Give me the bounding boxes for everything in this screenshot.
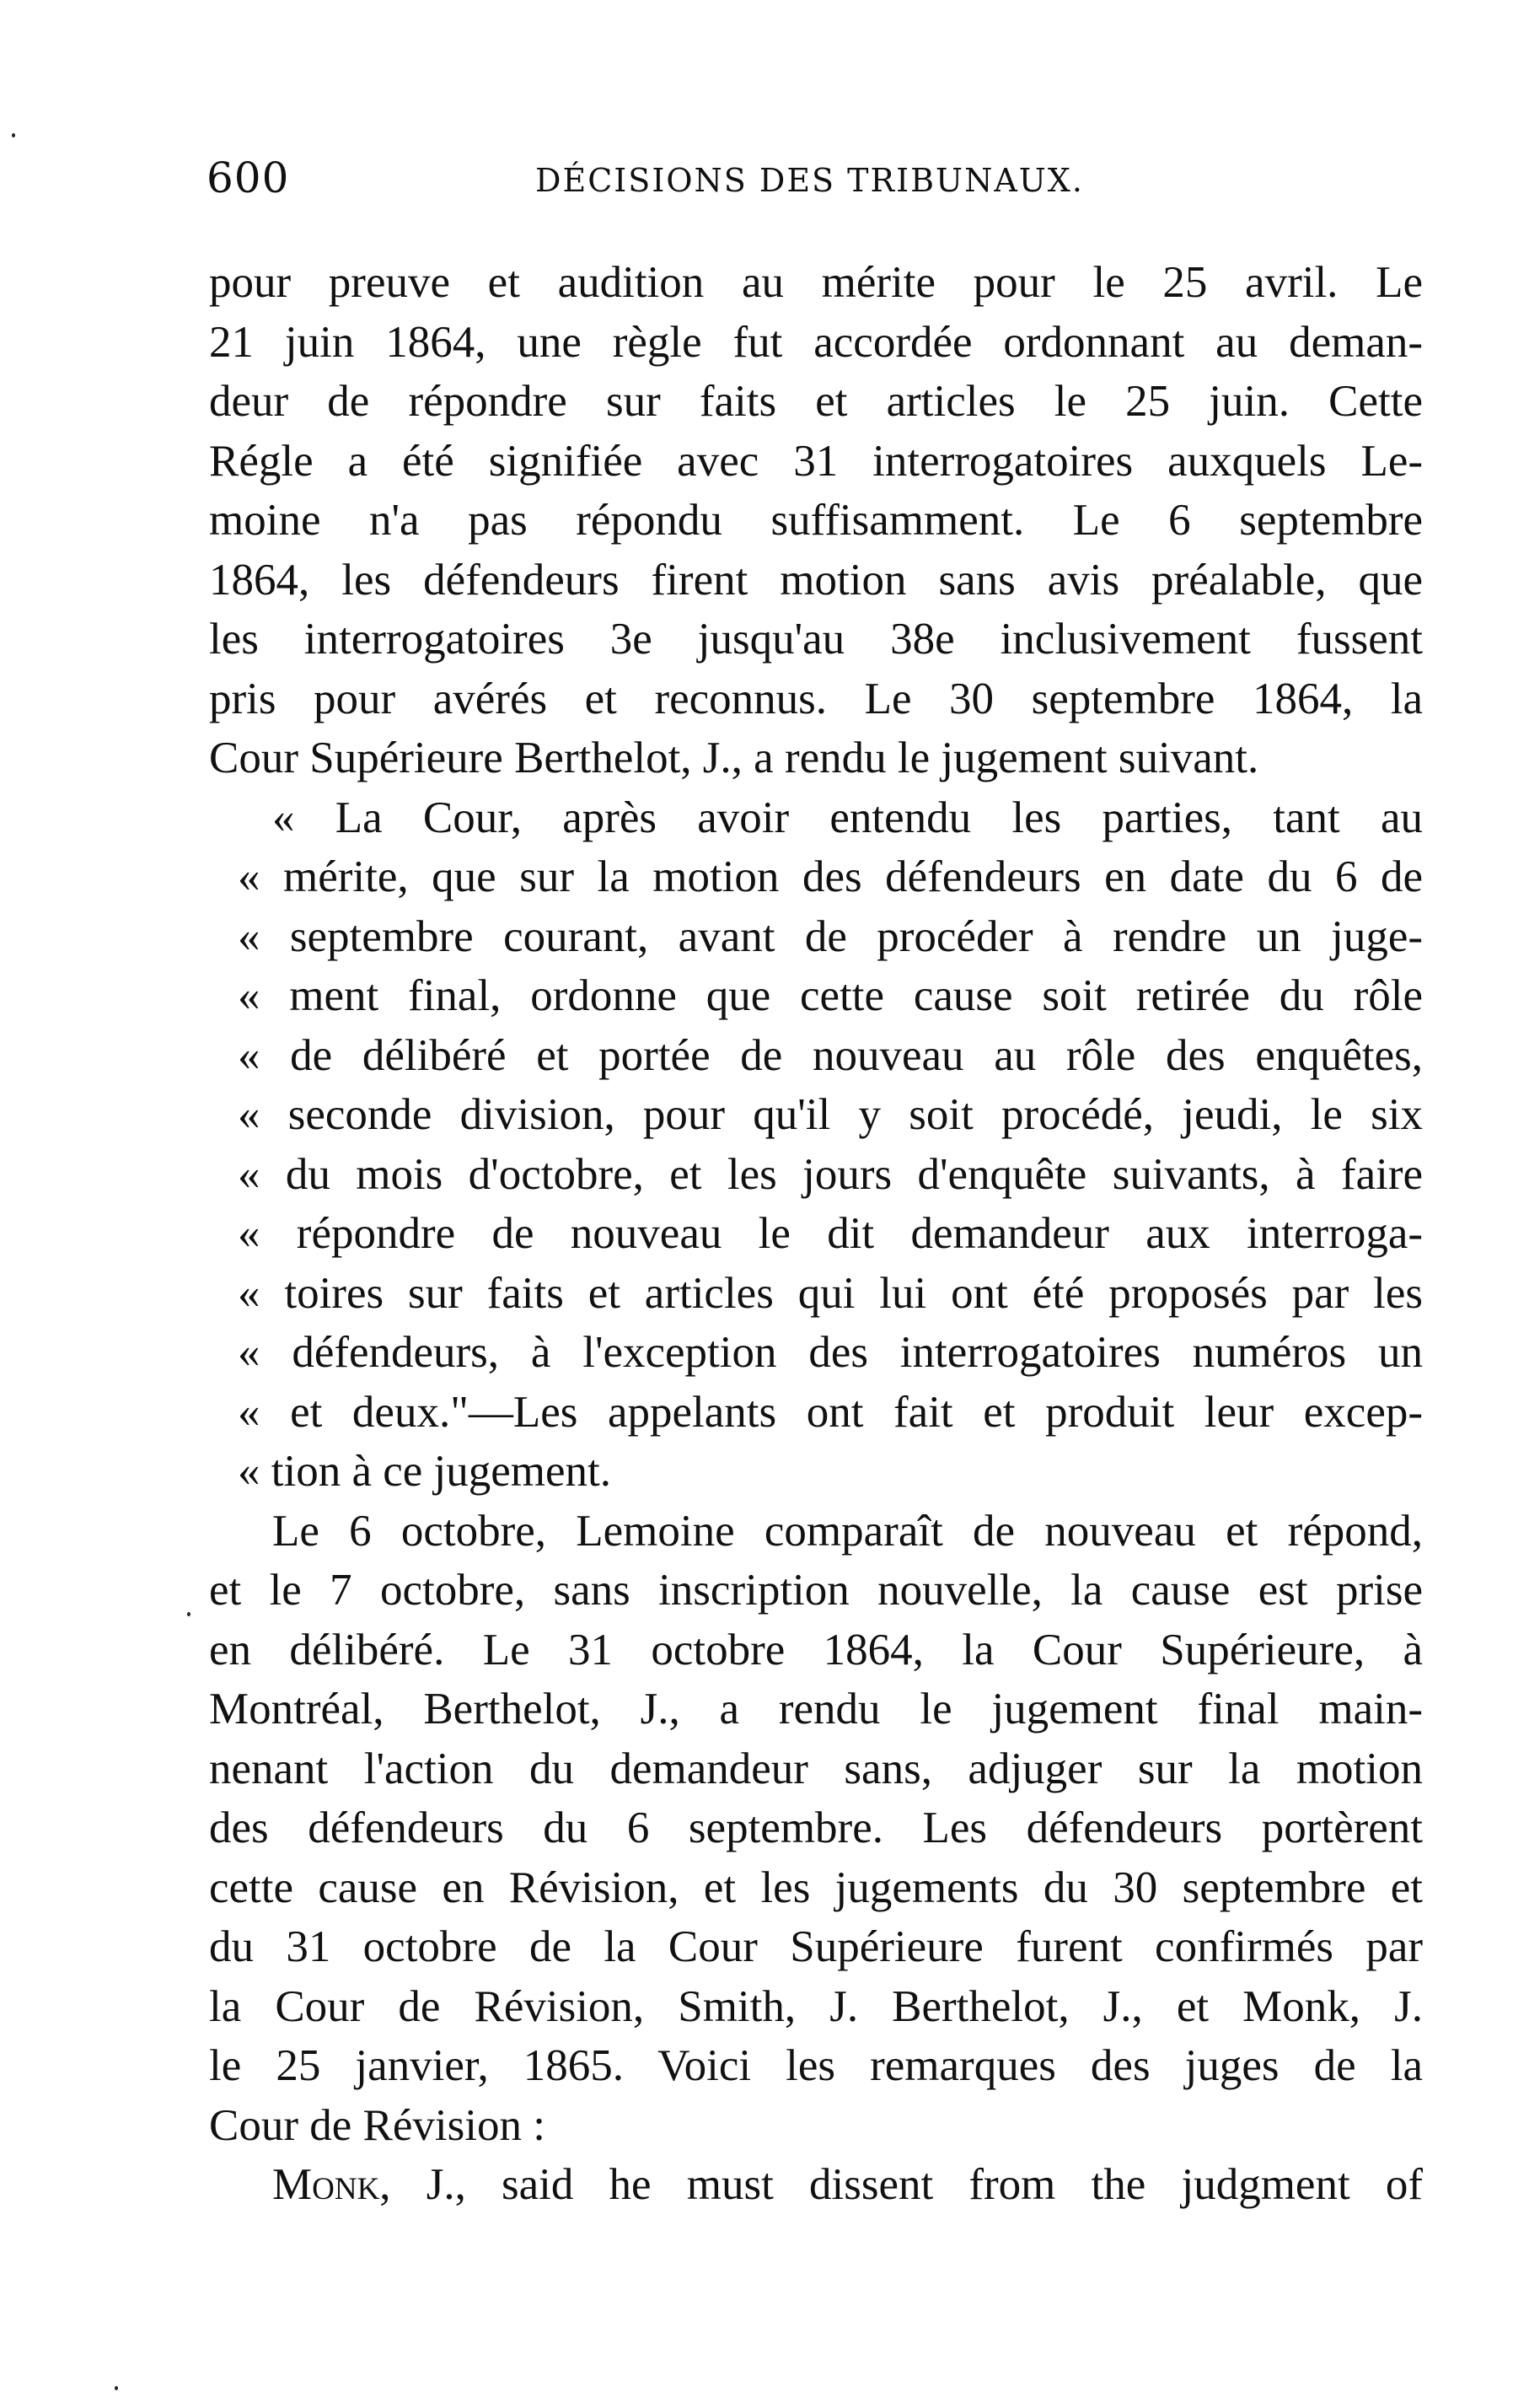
text-line: du 31 octobre de la Cour Supérieure furent confirmés par [209,1922,1423,1971]
text-line-rest: , J., said he must dissent from the judgment of [379,2160,1423,2209]
text-line: Régle a été signifiée avec 31 interrogatoires auxquels Le- [209,436,1423,486]
body-text [209,253,1423,2215]
text-line: pour preuve et audition au mérite pour le 25 avril. Le [209,258,1423,307]
quote-line: « défendeurs, à l'exception des interrogatoires numéros un [238,1328,1423,1377]
text-line: 21 juin 1864, une règle fut accordée ordonnant au deman- [209,317,1423,367]
text-line: Cour de Révision : [209,2100,545,2150]
text-line: nenant l'action du demandeur sans, adjuger sur la motion [209,1744,1423,1793]
text-line: les interrogatoires 3e jusqu'au 38e inclusivement fussent [209,615,1423,664]
text-line: Cour Supérieure Berthelot, J., a rendu le jugement suivant. [209,734,1259,782]
quote-line: « ment final, ordonne que cette cause soit retirée du rôle [238,971,1423,1020]
text-line: 1864, les défendeurs firent motion sans avis préalable, que [209,555,1423,605]
scan-speck [115,2386,118,2390]
scan-speck [12,133,15,137]
text-line: cette cause en Révision, et les jugements du 30 septembre et [209,1862,1423,1912]
quote-line: « répondre de nouveau le dit demandeur aux interroga- [238,1209,1423,1258]
quote-line: « seconde division, pour qu'il y soit procédé, jeudi, le six [238,1090,1423,1139]
text-line: la Cour de Révision, Smith, J. Berthelot, J., et Monk, J. [209,1981,1423,2031]
text-line: en délibéré. Le 31 octobre 1864, la Cour Supérieure, à [209,1625,1423,1674]
quote-line: « du mois d'octobre, et les jours d'enquête suivants, à faire [238,1149,1423,1199]
quote-line: « tion à ce jugement. [238,1447,611,1496]
quote-line: « mérite, que sur la motion des défendeurs en date du 6 de [238,852,1423,901]
quote-line: « septembre courant, avant de procéder à rendre un juge- [238,911,1423,961]
text-line: le 25 janvier, 1865. Voici les remarques des juges de la [209,2041,1423,2090]
text-line [209,2155,1423,2215]
quote-line: « et deux."—Les appelants ont fait et produit leur excep- [238,1387,1423,1437]
text-line: moine n'a pas répondu suffisamment. Le 6 septembre [209,496,1423,545]
text-line: Montréal, Berthelot, J., a rendu le jugement final main- [209,1685,1423,1733]
running-title: DÉCISIONS DES TRIBUNAUX. [535,162,1084,199]
scan-speck [187,1612,190,1616]
text-line: Le 6 octobre, Lemoine comparaît de nouveau et répond, [272,1506,1423,1556]
text-line: des défendeurs du 6 septembre. Les défendeurs portèrent [209,1803,1423,1852]
quote-line: « de délibéré et portée de nouveau au rôle des enquêtes, [238,1030,1423,1080]
quote-line: « La Cour, après avoir entendu les parties, tant au [272,793,1423,842]
judge-name: Monk [272,2160,380,2209]
page-header [207,153,1420,221]
text-line: et le 7 octobre, sans inscription nouvelle, la cause est prise [209,1566,1423,1615]
text-line: deur de répondre sur faits et articles le 25 juin. Cette [209,377,1423,426]
text-line: pris pour avérés et reconnus. Le 30 septembre 1864, la [209,674,1423,723]
page-number: 600 [207,153,290,202]
quote-line: « toires sur faits et articles qui lui ont été proposés par les [238,1268,1423,1318]
